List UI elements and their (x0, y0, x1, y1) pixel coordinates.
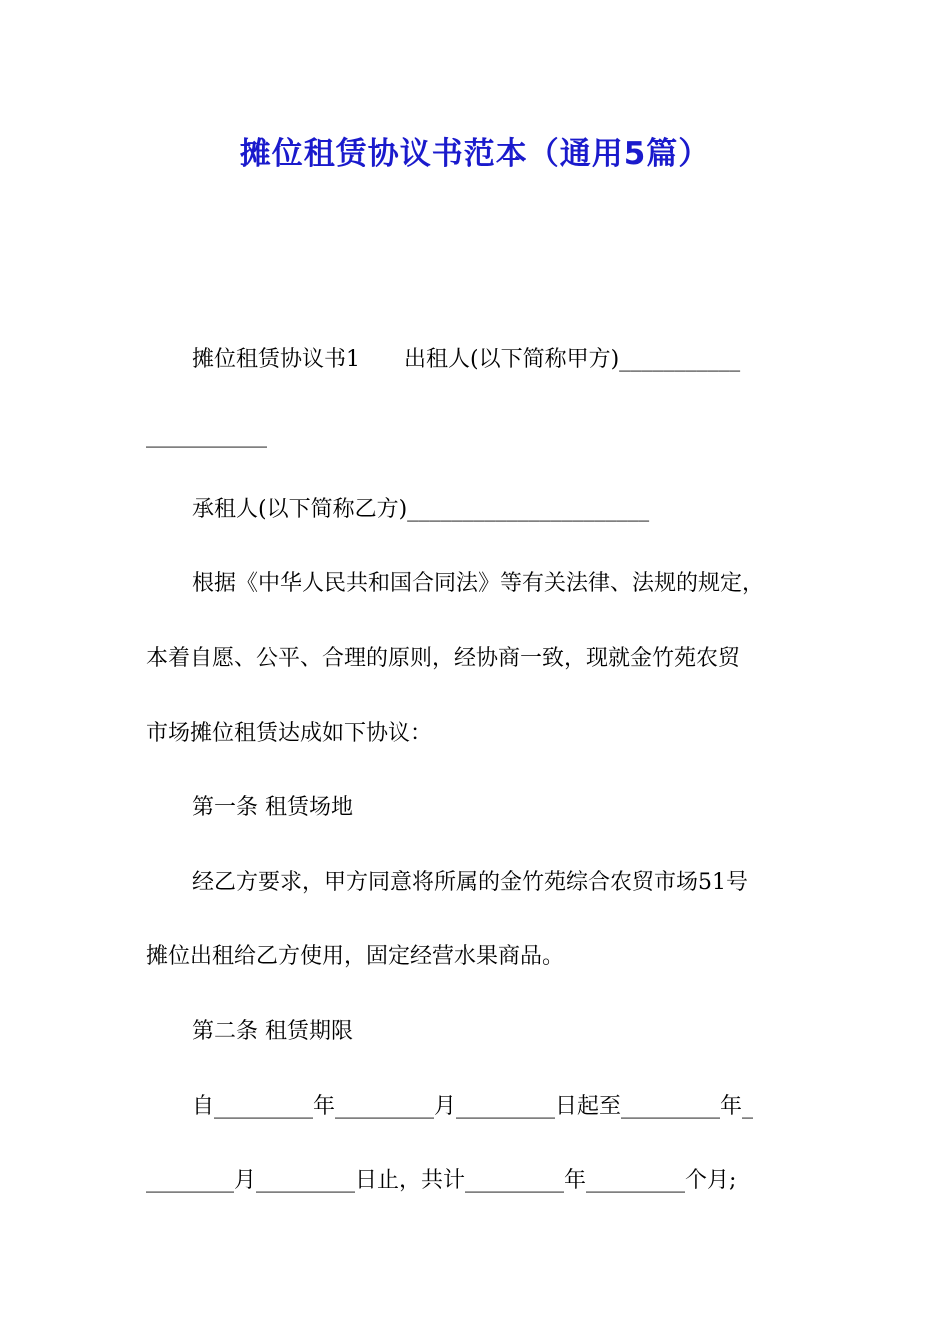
paragraph-line-10: ________月_________日止，共计_________年_________个月; (146, 1168, 737, 1193)
paragraph-line-8: 摊位出租给乙方使用，固定经营水果商品。 (146, 944, 565, 969)
paragraph-line-5: 本着自愿、公平、合理的原则，经协商一致，现就金竹苑农贸 (146, 646, 741, 671)
paragraph-line-6: 市场摊位租赁达成如下协议： (146, 721, 433, 746)
paragraph-line-4: 根据《中华人民共和国合同法》等有关法律、法规的规定， (192, 571, 765, 596)
paragraph-line-2: ___________ (146, 423, 267, 448)
paragraph-line-7: 经乙方要求，甲方同意将所属的金竹苑综合农贸市场51号 (192, 870, 748, 895)
paragraph-line-3: 承租人(以下简称乙方)______________________ (192, 497, 650, 522)
section-heading-2: 第二条 租赁期限 (192, 1019, 353, 1044)
document-title: 摊位租赁协议书范本（通用5篇） (239, 136, 711, 172)
paragraph-line-9: 自_________年_________月_________日起至_________年_ (192, 1094, 754, 1119)
paragraph-line-1: 摊位租赁协议书1 出租人(以下简称甲方)___________ (192, 347, 741, 372)
section-heading-1: 第一条 租赁场地 (192, 795, 353, 820)
